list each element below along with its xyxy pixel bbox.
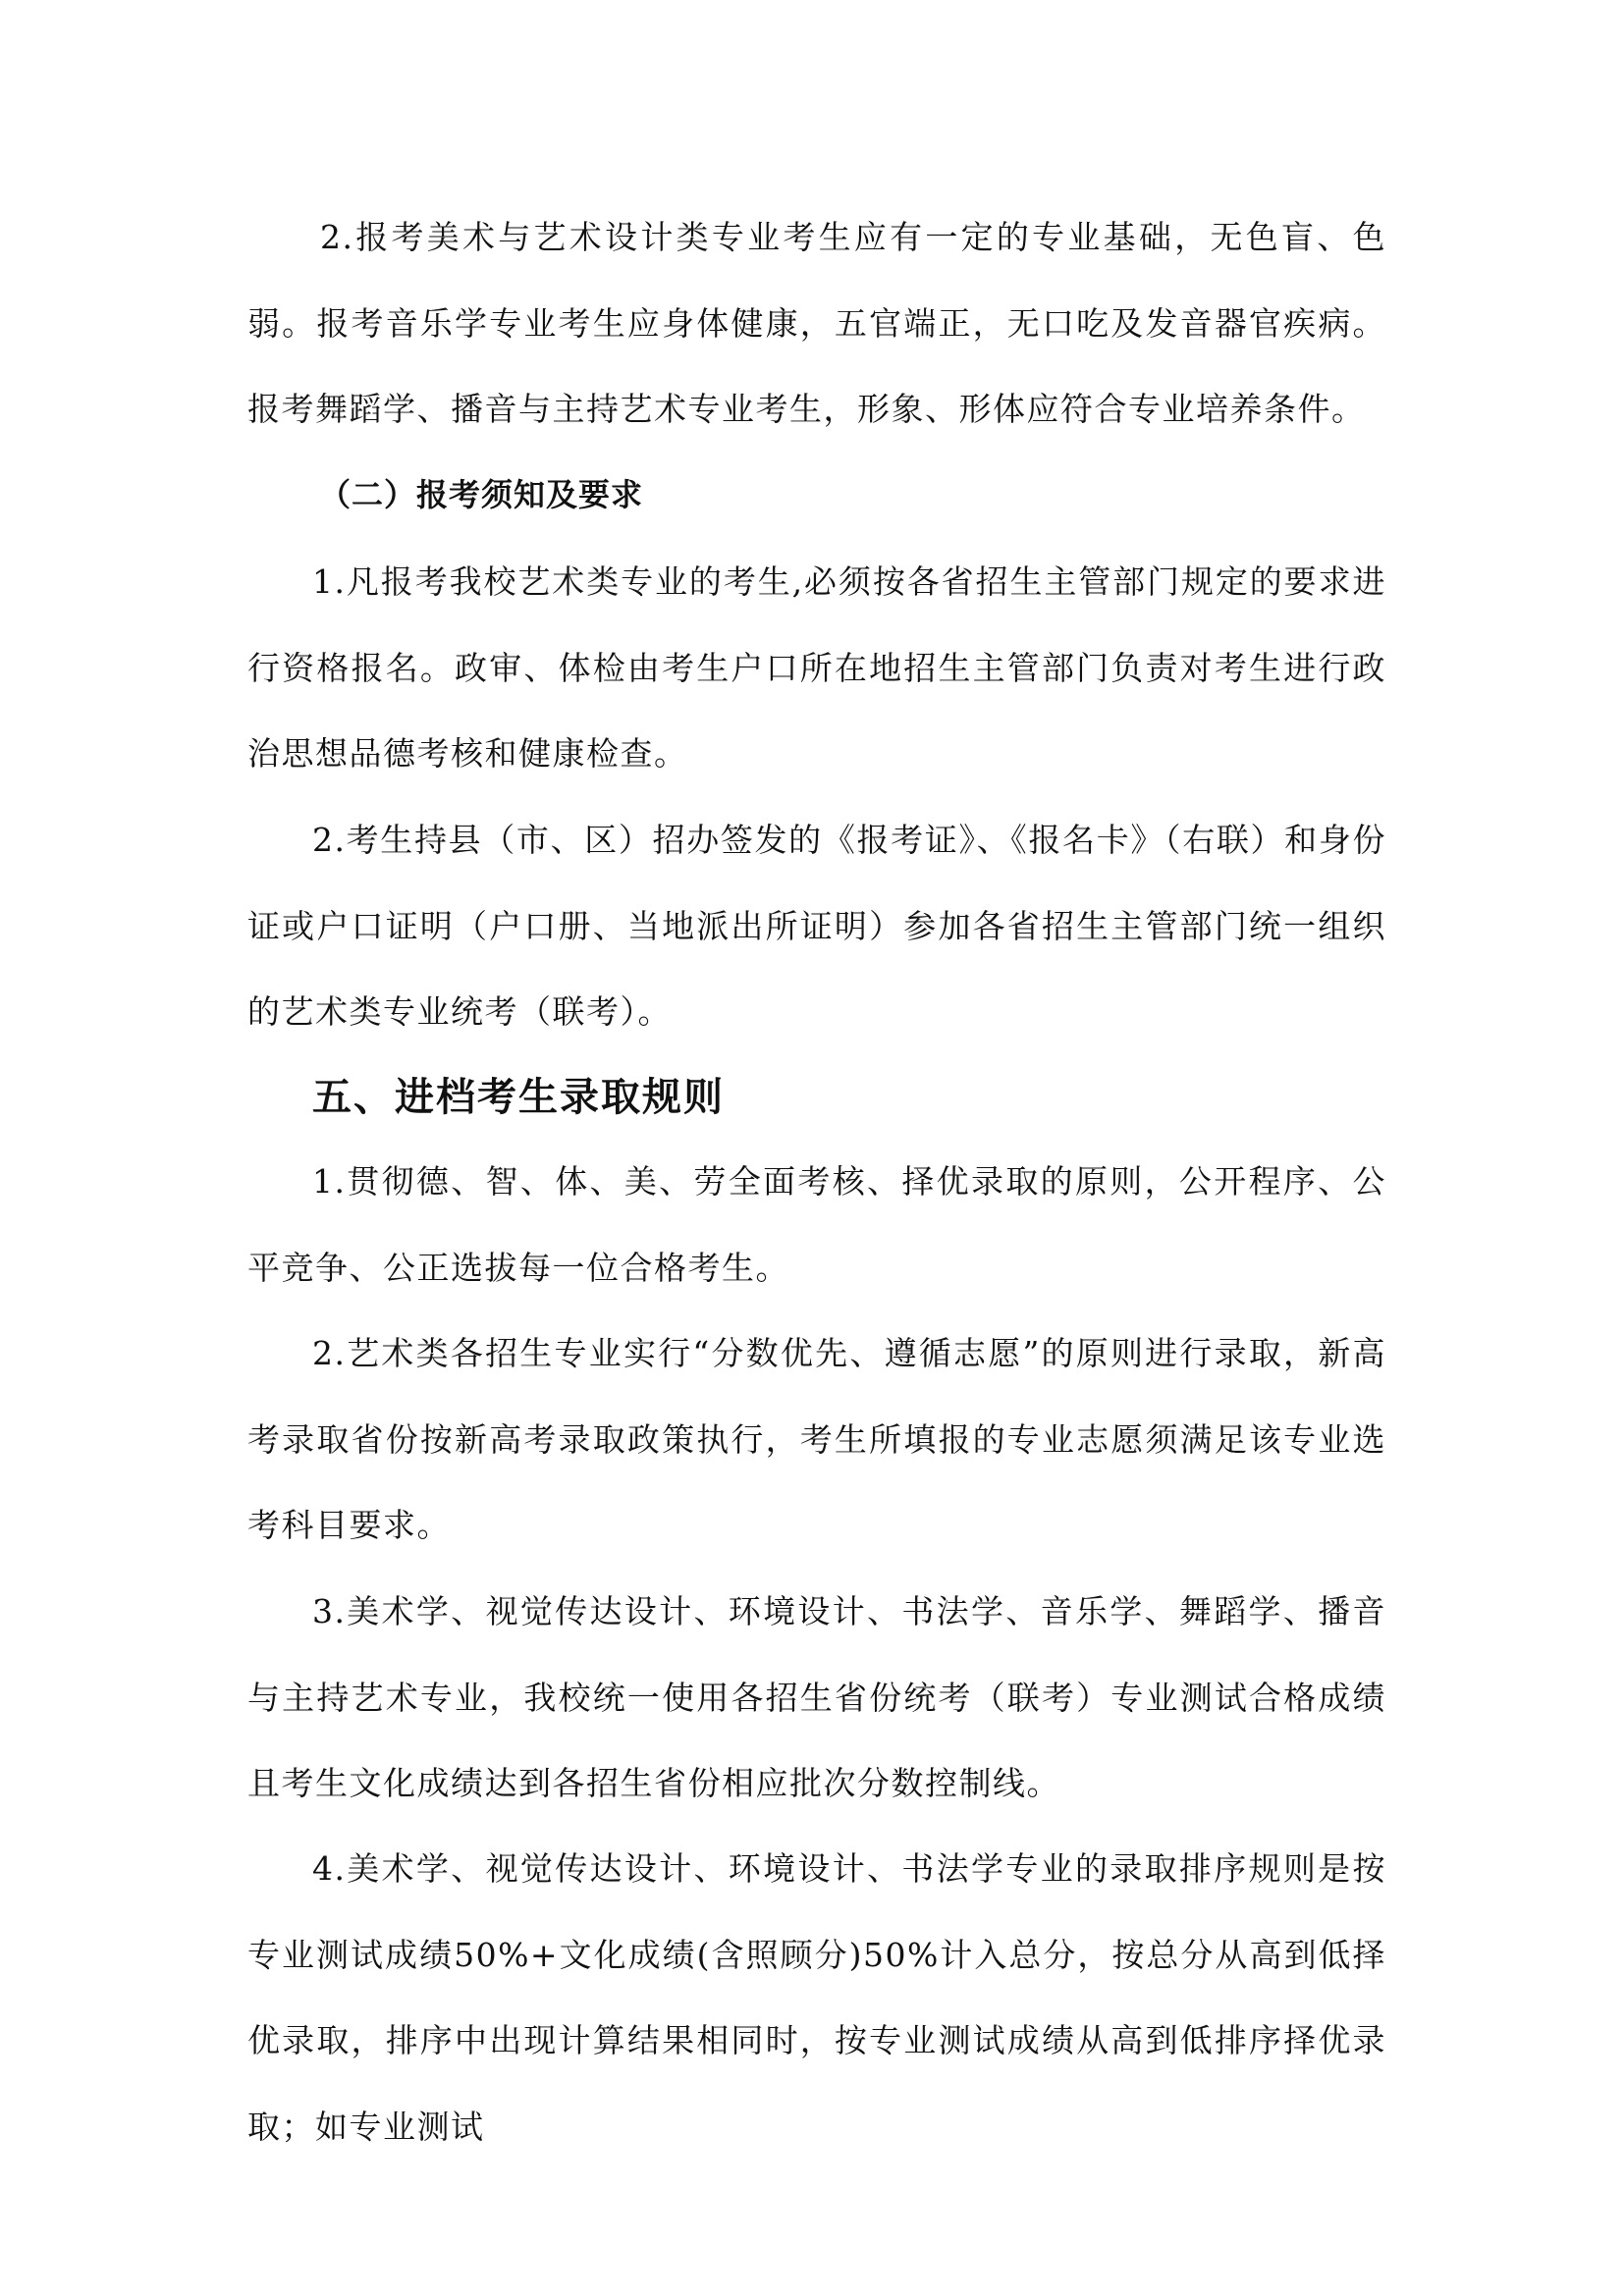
paragraph-eligibility-art-music-dance: 2.报考美术与艺术设计类专业考生应有一定的专业基础，无色盲、色弱。报考音乐学专业考生应身体健康，五官端正，无口吃及发音器官疾病。报考舞蹈学、播音与主持艺术专业考生，形象、形体应符合专业培养条件。 bbox=[247, 218, 1386, 428]
paragraph-unified-exam-scores: 3.美术学、视觉传达设计、环境设计、书法学、音乐学、舞蹈学、播音与主持艺术专业，我校统一使用各招生省份统考（联考）专业测试合格成绩且考生文化成绩达到各招生省份相应批次分数控制线。 bbox=[247, 1592, 1386, 1802]
paragraph-score-priority: 2.艺术类各招生专业实行“分数优先、遵循志愿”的原则进行录取，新高考录取省份按新高考录取政策执行，考生所填报的专业志愿须满足该专业选考科目要求。 bbox=[247, 1334, 1386, 1544]
paragraph-exam-documents: 2.考生持县（市、区）招办签发的《报考证》、《报名卡》（右联）和身份证或户口证明（户口册、当地派出所证明）参加各省招生主管部门统一组织的艺术类专业统考（联考）。 bbox=[247, 821, 1386, 1031]
paragraph-admission-principle: 1.贯彻德、智、体、美、劳全面考核、择优录取的原则，公开程序、公平竞争、公正选拔每一位合格考生。 bbox=[247, 1162, 1386, 1287]
paragraph-ranking-rules: 4.美术学、视觉传达设计、环境设计、书法学专业的录取排序规则是按专业测试成绩50%+文化成绩(含照顾分)50%计入总分，按总分从高到低择优录取，排序中出现计算结果相同时，按专业测试成绩从高到低排序择优录取；如专业测试 bbox=[247, 1849, 1386, 2146]
section-title: 五、进档考生录取规则 bbox=[312, 1075, 725, 1120]
paragraph-registration-requirements: 1.凡报考我校艺术类专业的考生,必须按各省招生主管部门规定的要求进行资格报名。政审、体检由考生户口所在地招生主管部门负责对考生进行政治思想品德考核和健康检查。 bbox=[247, 562, 1386, 773]
subsection-title: （二）报考须知及要求 bbox=[319, 476, 644, 513]
